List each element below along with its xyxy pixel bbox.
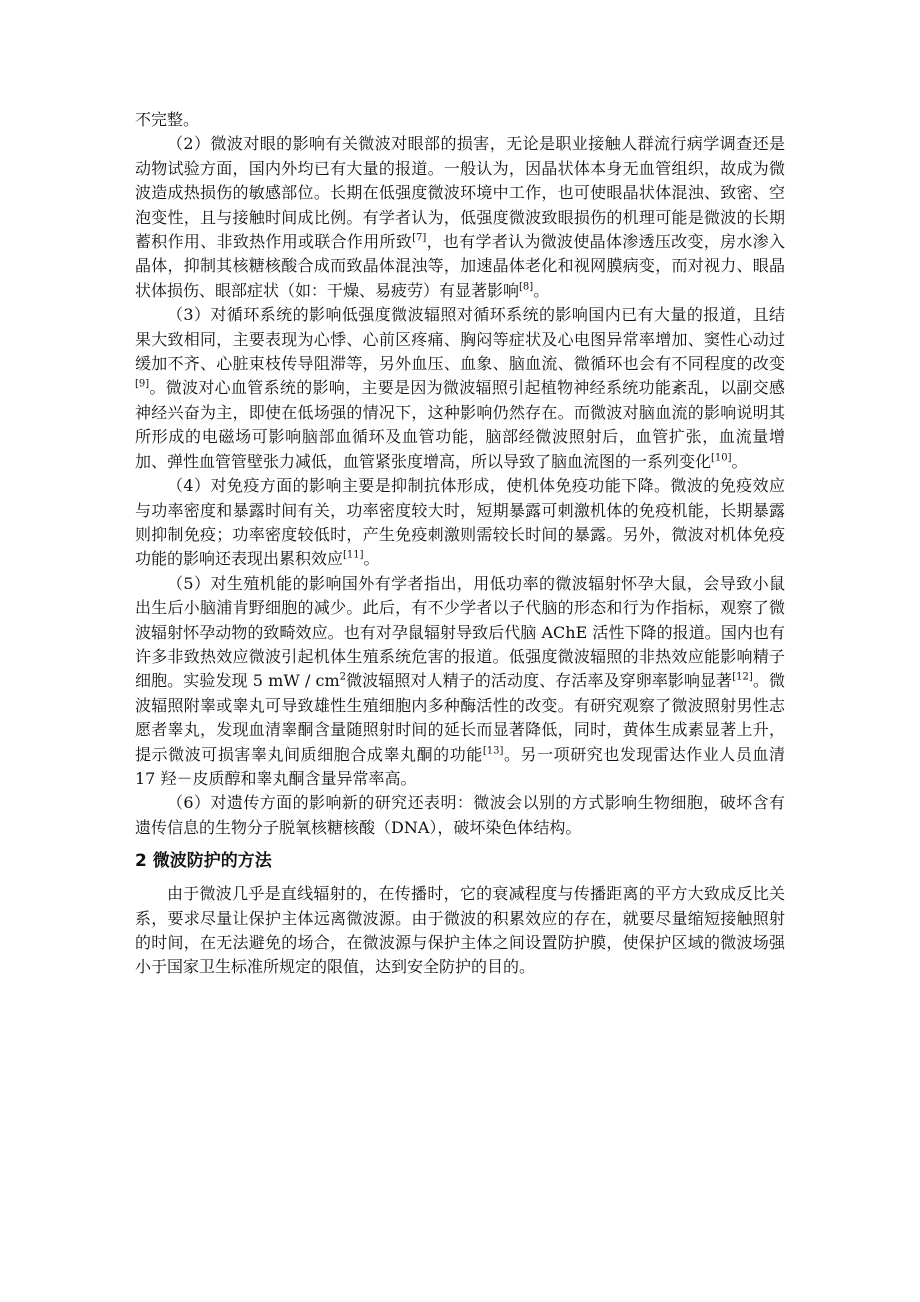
paragraph-continuation [135, 108, 785, 132]
paragraph-text: 。微波辐照附睾或睾丸可导致雄性生殖细胞内多种酶活性的改变。有研究观察了微波照射男性志愿者睾丸，发现血清睾酮含量随照射时间的延长而显著降低，同时，黄体生成素显著上升，提示微波可损害睾丸间质细胞合成睾丸酮的功能 [135, 671, 785, 764]
paragraph-circulatory-effects [135, 303, 785, 474]
citation-ref: [12] [732, 672, 753, 684]
paragraph-reproductive-effects [135, 572, 785, 792]
citation-ref: [11] [343, 549, 364, 561]
paragraph-text: 。 [363, 549, 380, 569]
citation-ref: [7] [412, 232, 427, 244]
unit-superscript: 2 [339, 672, 347, 684]
citation-ref: [9] [135, 379, 150, 391]
paragraph-text: （6）对遗传方面的影响新的研究还表明：微波会以别的方式影响生物细胞，破坏含有遗传信息的生物分子脱氧核糖核酸（DNA），破坏染色体结构。 [135, 793, 785, 837]
paragraph-eye-effects [135, 132, 785, 303]
paragraph-text: 不完整。 [135, 110, 200, 129]
paragraph-text: 。另一项研究也发现雷达作业人员血清 17 羟－皮质醇和睾丸酮含量异常率高。 [135, 744, 785, 788]
citation-ref: [10] [711, 452, 732, 464]
citation-ref: [13] [482, 745, 504, 757]
paragraph-text: （5）对生殖机能的影响国外有学者指出，用低功率的微波辐射怀孕大鼠，会导致小鼠出生后小脑浦肯野细胞的减少。此后，有不少学者以子代脑的形态和行为作指标，观察了微波辐射怀孕动物的致畸效应。也有对孕鼠辐射导致后代脑 AChE 活性下降的报道。国内也有许多非致热效应微波引起机体生殖系统危害的报道。低强度微波辐照的非热效应能影响精子细胞。实验发现 5 mW / cm [135, 573, 785, 691]
paragraph-immune-effects [135, 474, 785, 572]
paragraph-genetic-effects [135, 791, 785, 840]
paragraph-text: 。 [731, 451, 748, 471]
paragraph-text: （3）对循环系统的影响低强度微波辐照对循环系统的影响国内已有大量的报道，且结果大致相同，主要表现为心悸、心前区疼痛、胸闷等症状及心电图异常率增加、窦性心动过缓加不齐、心脏束枝传导阻滞等，另外血压、血象、脑血流、微循环也会有不同程度的改变 [135, 305, 785, 374]
paragraph-text: 。 [533, 280, 550, 300]
paragraph-text: 微波辐照对人精子的活动度、存活率及穿卵率影响显著 [346, 671, 733, 691]
paragraph-protection-methods [135, 882, 785, 980]
document-page [135, 108, 785, 980]
paragraph-text: 由于微波几乎是直线辐射的，在传播时，它的衰减程度与传播距离的平方大致成反比关系，要求尽量让保护主体远离微波源。由于微波的积累效应的存在，就要尽量缩短接触照射的时间，在无法避免的场合，在微波源与保护主体之间设置防护膜，使保护区域的微波场强小于国家卫生标准所规定的限值，达到安全防护的目的。 [135, 884, 785, 977]
citation-ref: [8] [519, 281, 534, 293]
paragraph-text: （2）微波对眼的影响有关微波对眼部的损害，无论是职业接触人群流行病学调查还是动物试验方面，国内外均已有大量的报道。一般认为，因晶状体本身无血管组织，故成为微波造成热损伤的敏感部位。长期在低强度微波环境中工作，也可使眼晶状体混浊、致密、空泡变性，且与接触时间成比例。有学者认为，低强度微波致眼损伤的机理可能是微波的长期蓄积作用、非致热作用或联合作用所致 [135, 134, 785, 252]
paragraph-text: （4）对免疫方面的影响主要是抑制抗体形成，使机体免疫功能下降。微波的免疫效应与功率密度和暴露时间有关，功率密度较大时，短期暴露可刺激机体的免疫机能，长期暴露则抑制免疫；功率密度较低时，产生免疫刺激则需较长时间的暴露。另外，微波对机体免疫功能的影响还表现出累积效应 [135, 476, 785, 569]
section-heading: 2 微波防护的方法 [135, 851, 272, 872]
paragraph-text: ，也有学者认为微波使晶体渗透压改变，房水渗入晶体，抑制其核糖核酸合成而致晶体混浊等，加速晶体老化和视网膜病变，而对视力、眼晶状体损伤、眼部症状（如：干燥、易疲劳）有显著影响 [135, 232, 785, 300]
paragraph-text: 。微波对心血管系统的影响，主要是因为微波辐照引起植物神经系统功能紊乱，以副交感神经兴奋为主，即使在低场强的情况下，这种影响仍然存在。而微波对脑血流的影响说明其所形成的电磁场可影响脑部血循环及血管功能，脑部经微波照射后，血管扩张，血流量增加、弹性血管管壁张力减低，血管紧张度增高，所以导致了脑血流图的一系列变化 [135, 378, 785, 471]
